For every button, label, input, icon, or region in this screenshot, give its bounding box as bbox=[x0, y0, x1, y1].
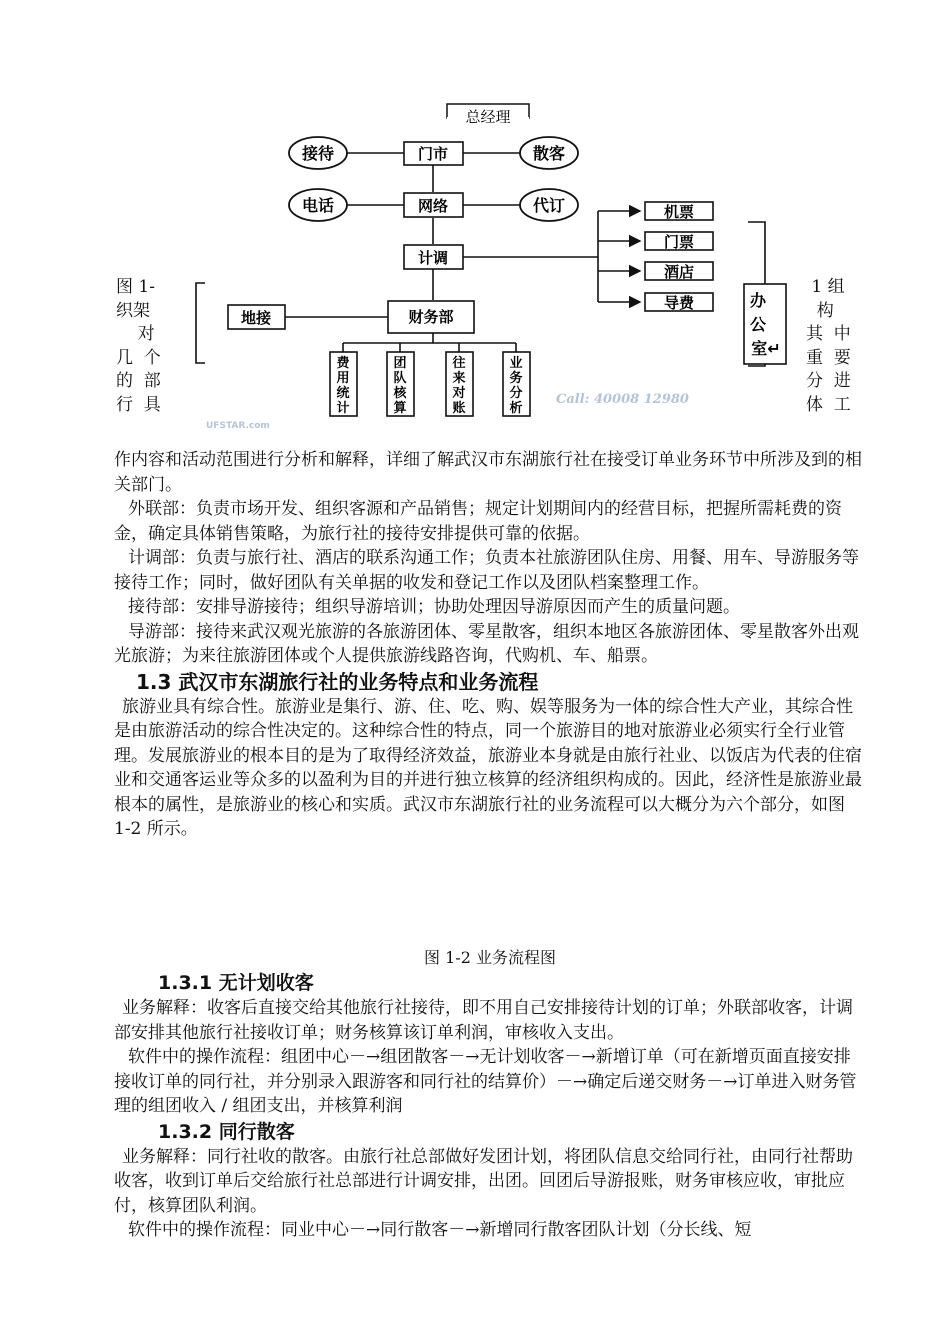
box-office-char-2: 公 bbox=[749, 315, 767, 334]
box-store bbox=[404, 142, 463, 165]
box-hotel-label: 酒店 bbox=[663, 263, 695, 281]
ellipse-reception bbox=[289, 137, 347, 169]
heading-1-3-1: 1.3.1 无计划收客 bbox=[158, 972, 314, 994]
ellipse-booking bbox=[520, 189, 578, 221]
group-audit-char-4: 算 bbox=[393, 401, 407, 416]
group-audit-char-1: 团 bbox=[393, 356, 407, 371]
paragraph-peer-process: 软件中的操作流程：同业中心－→同行散客－→新增同行散客团队计划（分长线、短 bbox=[128, 1220, 752, 1240]
biz-analysis-char-4: 析 bbox=[509, 401, 523, 416]
box-biz-analysis bbox=[503, 352, 530, 416]
box-guide-fee-label: 导费 bbox=[663, 294, 695, 312]
fee-stats-char-4: 计 bbox=[336, 401, 350, 416]
reconcile-char-3: 对 bbox=[452, 386, 466, 401]
box-air-ticket-label: 机票 bbox=[663, 203, 695, 221]
box-local bbox=[228, 305, 285, 329]
ellipse-reception-label: 接待 bbox=[301, 144, 335, 163]
fee-stats-char-2: 用 bbox=[336, 371, 350, 386]
fee-stats-char-3: 统 bbox=[336, 386, 350, 401]
ellipse-walk-in-label: 散客 bbox=[532, 144, 566, 163]
fee-stats-char-1: 费 bbox=[336, 356, 350, 371]
box-gate-ticket-label: 门票 bbox=[663, 233, 695, 251]
box-group-audit bbox=[387, 352, 414, 416]
ellipse-booking-label: 代订 bbox=[532, 196, 566, 215]
paragraph-no-plan-explain: 业务解释：收客后直接交给其他旅行社接待，即不用自己安排接待计划的订单；外联部收客，计调部安排其他旅行社接收订单；财务核算该订单利润，审核收入支出。 bbox=[114, 998, 853, 1043]
watermark-phone: Call: 40008 12980 bbox=[556, 392, 689, 407]
box-store-label: 门市 bbox=[417, 145, 449, 163]
ellipse-phone bbox=[289, 189, 347, 221]
right-caption-fragment: 1 组 构 其 中 重 要 分 进 体 工 bbox=[806, 277, 851, 415]
paragraph-external-dept: 外联部：负责市场开发、组织客源和产品销售；规定计划期间内的经营目标，把握所需耗费的资金，确定具体销售策略，为旅行社的接待安排提供可靠的依据。 bbox=[114, 499, 842, 544]
box-planning bbox=[404, 245, 463, 269]
box-office-char-1: 办 bbox=[749, 291, 767, 310]
heading-1-3: 1.3 武汉市东湖旅行社的业务特点和业务流程 bbox=[136, 669, 539, 694]
group-audit-char-2: 队 bbox=[393, 371, 407, 386]
body-section-2 bbox=[114, 946, 866, 1243]
box-planning-label: 计调 bbox=[417, 249, 449, 267]
biz-analysis-char-1: 业 bbox=[509, 356, 523, 371]
box-reconcile bbox=[446, 352, 473, 416]
box-local-label: 地接 bbox=[240, 309, 272, 327]
box-gate-ticket bbox=[645, 232, 713, 251]
reconcile-char-2: 来 bbox=[452, 371, 466, 386]
group-audit-char-3: 核 bbox=[393, 386, 407, 401]
paragraph-no-plan-process: 软件中的操作流程：组团中心－→组团散客－→无计划收客－→新增订单（可在新增页面直接安排接收订单的同行社，并分别录入跟游客和同行社的结算价）－→确定后递交财务－→订单进入财务管理的组团收入 / 组团支出，并核算利润 bbox=[114, 1047, 857, 1116]
paragraph-planning-dept: 计调部：负责与旅行社、酒店的联系沟通工作；负责本社旅游团队住房、用餐、用车、导游服务等接待工作；同时，做好团队有关单据的收发和登记工作以及团队档案整理工作。 bbox=[114, 548, 859, 593]
left-caption-fragment: 图 1- 织架 对 几 个 的 部 行 具 bbox=[116, 277, 161, 415]
reconcile-char-1: 往 bbox=[452, 356, 466, 371]
heading-1-3-2: 1.3.2 同行散客 bbox=[158, 1120, 295, 1143]
box-air-ticket bbox=[645, 202, 713, 221]
box-network bbox=[404, 193, 463, 217]
watermark-logo: UFSTAR.com bbox=[206, 421, 270, 431]
connector-lines bbox=[196, 153, 765, 366]
figure-caption: 图 1-2 业务流程图 bbox=[424, 948, 556, 967]
box-office bbox=[744, 284, 786, 364]
reconcile-char-4: 账 bbox=[452, 401, 466, 416]
box-finance bbox=[388, 301, 474, 333]
ellipse-walk-in bbox=[520, 137, 578, 169]
top-box-label: 总经理 bbox=[465, 108, 511, 126]
paragraph-guide-dept: 导游部：接待来武汉观光旅游的各旅游团体、零星散客，组织本地区各旅游团体、零星散客外出观光旅游；为来往旅游团体或个人提供旅游线路咨询，代购机、车、船票。 bbox=[114, 621, 859, 666]
box-hotel bbox=[645, 262, 713, 281]
box-office-char-3: 室↵ bbox=[751, 339, 781, 358]
box-guide-fee bbox=[645, 293, 713, 312]
paragraph-peer-explain: 业务解释：同行社收的散客。由旅行社总部做好发团计划，将团队信息交给同行社，由同行社帮助收客，收到订单后交给旅行社总部进行计调安排，出团。回团后导游报账，财务审核应收，审批应付，核算团队利润。 bbox=[114, 1146, 853, 1216]
box-finance-label: 财务部 bbox=[408, 308, 454, 326]
box-fee-stats bbox=[330, 352, 357, 416]
biz-analysis-char-3: 分 bbox=[509, 386, 523, 401]
paragraph-intro: 作内容和活动范围进行分析和解释，详细了解武汉市东湖旅行社在接受订单业务环节中所涉及到的相关部门。 bbox=[114, 450, 862, 495]
ellipse-phone-label: 电话 bbox=[301, 196, 335, 215]
top-box-general-manager bbox=[447, 104, 529, 126]
paragraph-industry: 旅游业具有综合性。旅游业是集行、游、住、吃、购、娱等服务为一体的综合性大产业，其综合性是由旅游活动的综合性决定的。这种综合性的特点，同一个旅游目的地对旅游业必须实行全行业管理。发展旅游业的根本目的是为了取得经济效益，旅游业本身就是由旅行社业、以饭店为代表的住宿业和交通客运业等众多的以盈利为目的并进行独立核算的经济组织构成的。因此，经济性是旅游业最根本的属性，是旅游业的核心和实质。武汉市东湖旅行社的业务流程可以大概分为六个部分，如图 1-2 所示。 bbox=[114, 696, 862, 839]
box-network-label: 网络 bbox=[417, 197, 449, 215]
body-section-1 bbox=[114, 448, 866, 842]
paragraph-reception-dept: 接待部：安排导游接待；组织导游培训；协助处理因导游原因而产生的质量问题。 bbox=[128, 597, 740, 617]
biz-analysis-char-2: 务 bbox=[509, 371, 523, 386]
org-chart bbox=[0, 0, 950, 440]
